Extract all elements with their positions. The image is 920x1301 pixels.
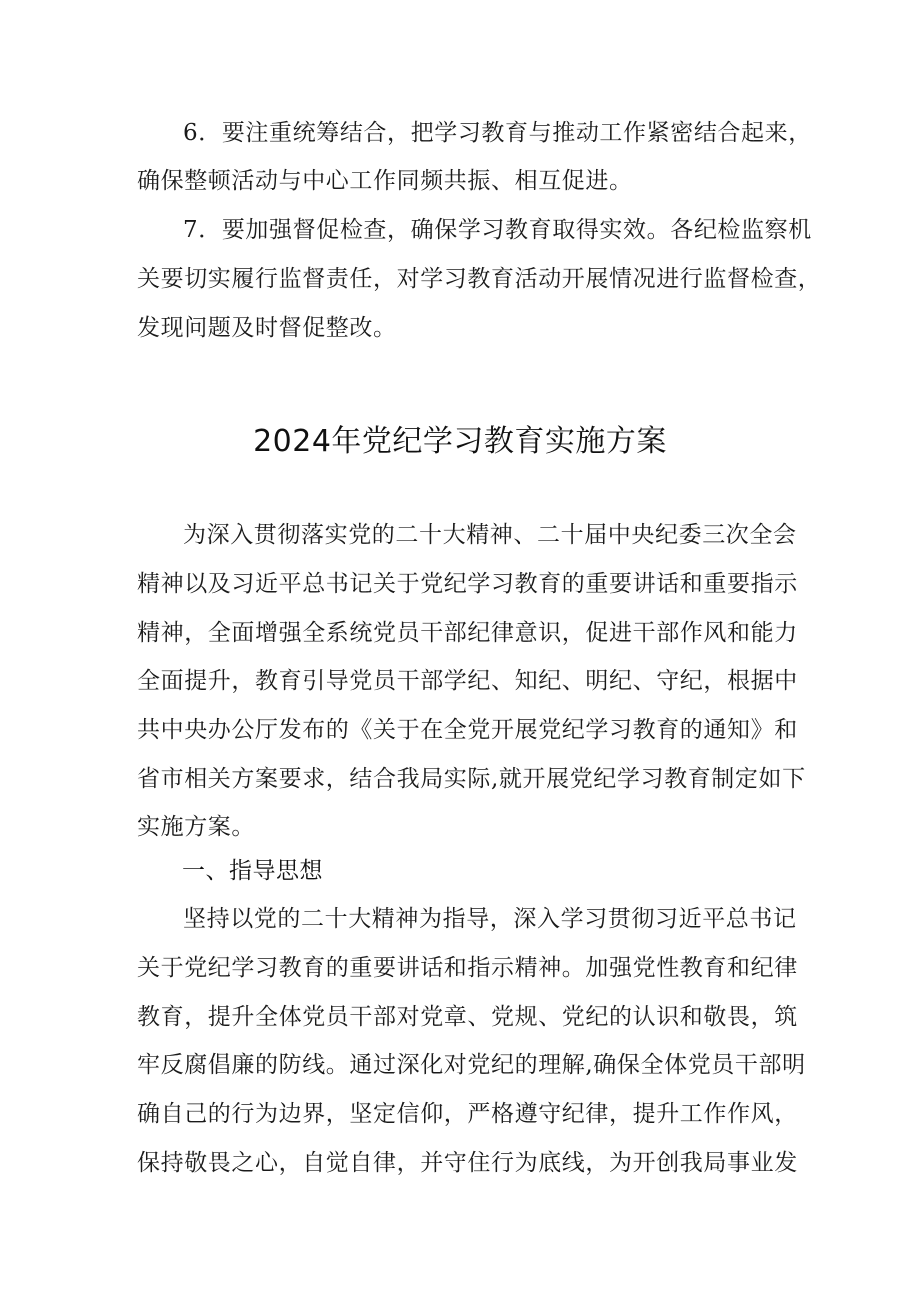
section-heading: 一、指导思想 (182, 858, 323, 884)
paragraph-line: 关于党纪学习教育的重要讲话和指示精神。加强党性教育和纪律 (137, 955, 798, 981)
paragraph-line: 确保整顿活动与中心工作同频共振、相互促进。 (137, 168, 633, 194)
paragraph-line: 确自己的行为边界，坚定信仰，严格遵守纪律，提升工作作风， (137, 1101, 798, 1127)
paragraph-line: 坚持以党的二十大精神为指导，深入学习贯彻习近平总书记 (183, 906, 797, 932)
paragraph-line: 教育，提升全体党员干部对党章、党规、党纪的认识和敬畏，筑 (137, 1004, 798, 1030)
paragraph-line: 实施方案。 (137, 814, 255, 840)
paragraph-line: 省市相关方案要求，结合我局实际,就开展党纪学习教育制定如下 (137, 766, 806, 792)
paragraph-line: 6．要注重统筹结合，把学习教育与推动工作紧密结合起来， (183, 120, 812, 146)
paragraph-line: 全面提升，教育引导党员干部学纪、知纪、明纪、守纪，根据中 (137, 668, 798, 694)
paragraph-line: 发现问题及时督促整改。 (137, 315, 397, 341)
paragraph-line: 保持敬畏之心，自觉自律，并守住行为底线，为开创我局事业发 (137, 1150, 798, 1176)
paragraph-line: 共中央办公厅发布的《关于在全党开展党纪学习教育的通知》和 (137, 717, 798, 743)
paragraph-line: 为深入贯彻落实党的二十大精神、二十届中央纪委三次全会 (183, 522, 797, 548)
document-title: 2024年党纪学习教育实施方案 (253, 424, 667, 459)
paragraph-line: 7．要加强督促检查，确保学习教育取得实效。各纪检监察机 (183, 217, 812, 243)
paragraph-line: 牢反腐倡廉的防线。通过深化对党纪的理解,确保全体党员干部明 (137, 1052, 806, 1078)
paragraph-line: 精神，全面增强全系统党员干部纪律意识，促进干部作风和能力 (137, 620, 798, 646)
paragraph-line: 关要切实履行监督责任，对学习教育活动开展情况进行监督检查， (137, 266, 822, 292)
paragraph-line: 精神以及习近平总书记关于党纪学习教育的重要讲话和重要指示 (137, 571, 798, 597)
